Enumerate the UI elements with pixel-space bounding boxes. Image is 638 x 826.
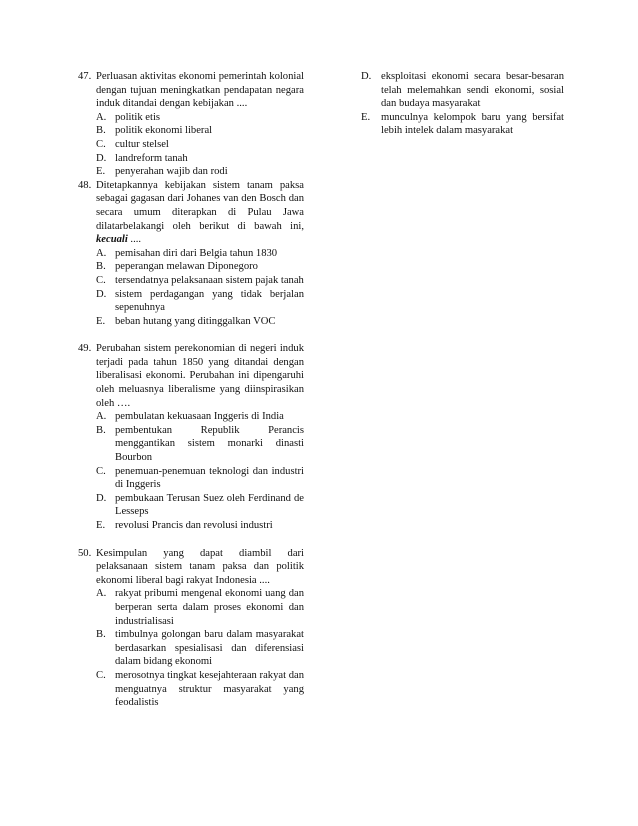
option-d (96, 152, 304, 166)
option-a (96, 247, 304, 261)
option-letter: B. (96, 629, 106, 641)
option-text: revolusi Prancis dan revolusi industri (115, 520, 273, 531)
option-d (96, 288, 304, 315)
right-column (361, 70, 564, 138)
option-text: pembentukan Republik Perancis menggantikan sistem monarki dinasti Bourbon (115, 424, 304, 464)
option-d (361, 70, 564, 111)
option-e (96, 519, 304, 533)
question-stem: Kesimpulan yang dapat diambil dari pelaksanaan sistem tanam paksa dan politik ekonomi liberal bagi rakyat Indonesia .... (96, 547, 304, 586)
option-b (96, 424, 304, 465)
option-text: peperangan melawan Diponegoro (115, 261, 258, 273)
option-letter: C. (96, 138, 106, 150)
stem-emphasis: kecuali (96, 234, 128, 246)
option-c (96, 669, 304, 710)
question-number: 48. (78, 179, 92, 191)
question-47 (78, 70, 304, 179)
stem-text: Ditetapkannya kebijakan sistem tanam paksa sebagai gagasan dari Johanes van den Bosch dan secara umum diterapkan di Pulau Jawa dilatarbelakangi oleh berikut di bawah ini, (96, 179, 304, 232)
option-text: penemuan-penemuan teknologi dan industri di Inggeris (115, 465, 304, 491)
option-text: penyerahan wajib dan rodi (115, 166, 228, 178)
option-text: politik ekonomi liberal (115, 125, 213, 137)
option-text: pemisahan diri dari Belgia tahun 1830 (115, 247, 278, 259)
question-stem: Perubahan sistem perekonomian di negeri induk terjadi pada tahun 1850 yang ditandai dengan liberalisasi ekonomi. Perubahan ini dipengaruhi oleh meluasnya liberalisme yang diinspirasikan oleh …. (96, 343, 304, 409)
stem-text-end: .... (127, 234, 142, 246)
option-letter: A. (96, 111, 107, 123)
option-letter: E. (361, 111, 371, 123)
option-text: politik etis (115, 111, 161, 123)
option-letter: A. (96, 247, 107, 259)
question-body (96, 547, 304, 710)
option-text: merosotnya tingkat kesejahteraan rakyat dan menguatnya struktur masyarakat yang feodalistis (115, 669, 304, 709)
option-e (96, 315, 304, 329)
option-text: pembulatan kekuasaan Inggeris di India (115, 411, 284, 423)
option-c (96, 138, 304, 152)
question-number: 49. (78, 343, 92, 355)
option-letter: D. (96, 492, 107, 504)
option-letter: B. (96, 125, 106, 137)
option-text: rakyat pribumi mengenal ekonomi uang dan berperan serta dalam proses ekonomi dan industrialisasi (115, 588, 304, 627)
option-d (96, 492, 304, 519)
option-text: landreform tanah (115, 152, 188, 164)
question-stem: Perluasan aktivitas ekonomi pemerintah kolonial dengan tujuan meningkatkan pendapatan negara induk ditandai dengan kebijakan .... (96, 71, 304, 110)
option-b (96, 260, 304, 274)
option-text: sistem perdagangan yang tidak berjalan sepenuhnya (115, 288, 304, 314)
question-body (96, 179, 304, 329)
option-b (96, 628, 304, 669)
option-c (96, 465, 304, 492)
option-text: beban hutang yang ditinggalkan VOC (115, 315, 276, 327)
option-a (96, 111, 304, 125)
option-a (96, 410, 304, 424)
option-letter: D. (361, 71, 372, 82)
option-a (96, 587, 304, 628)
option-letter: C. (96, 274, 106, 286)
option-b (96, 124, 304, 138)
option-text: timbulnya golongan baru dalam masyarakat berdasarkan spesialisasi dan diferensiasi dalam bidang ekonomi (115, 629, 304, 668)
option-letter: A. (96, 588, 107, 600)
question-number: 47. (78, 71, 92, 82)
question-stem (96, 179, 304, 247)
option-letter: E. (96, 166, 106, 178)
question-48 (78, 179, 304, 329)
option-text: cultur stelsel (115, 138, 169, 150)
question-body (96, 70, 304, 179)
option-letter: C. (96, 465, 106, 477)
option-letter: B. (96, 424, 106, 436)
option-c (96, 274, 304, 288)
option-letter: D. (96, 152, 107, 164)
option-letter: C. (96, 669, 106, 681)
option-letter: A. (96, 411, 107, 423)
question-50 (78, 547, 304, 710)
option-text: pembukaan Terusan Suez oleh Ferdinand de Lesseps (115, 492, 304, 518)
option-letter: E. (96, 315, 106, 327)
left-column (78, 70, 304, 710)
option-e (96, 165, 304, 179)
option-text: munculnya kelompok baru yang bersifat lebih intelek dalam masyarakat (381, 111, 564, 137)
option-letter: B. (96, 261, 106, 273)
option-letter: D. (96, 288, 107, 300)
option-text: tersendatnya pelaksanaan sistem pajak tanah (115, 274, 304, 286)
question-49 (78, 342, 304, 532)
question-body (96, 342, 304, 532)
question-number: 50. (78, 547, 92, 559)
option-text: eksploitasi ekonomi secara besar-besaran telah melemahkan sendi ekonomi, sosial dan budaya masyarakat (381, 71, 564, 110)
option-e (361, 111, 564, 138)
option-letter: E. (96, 520, 106, 531)
